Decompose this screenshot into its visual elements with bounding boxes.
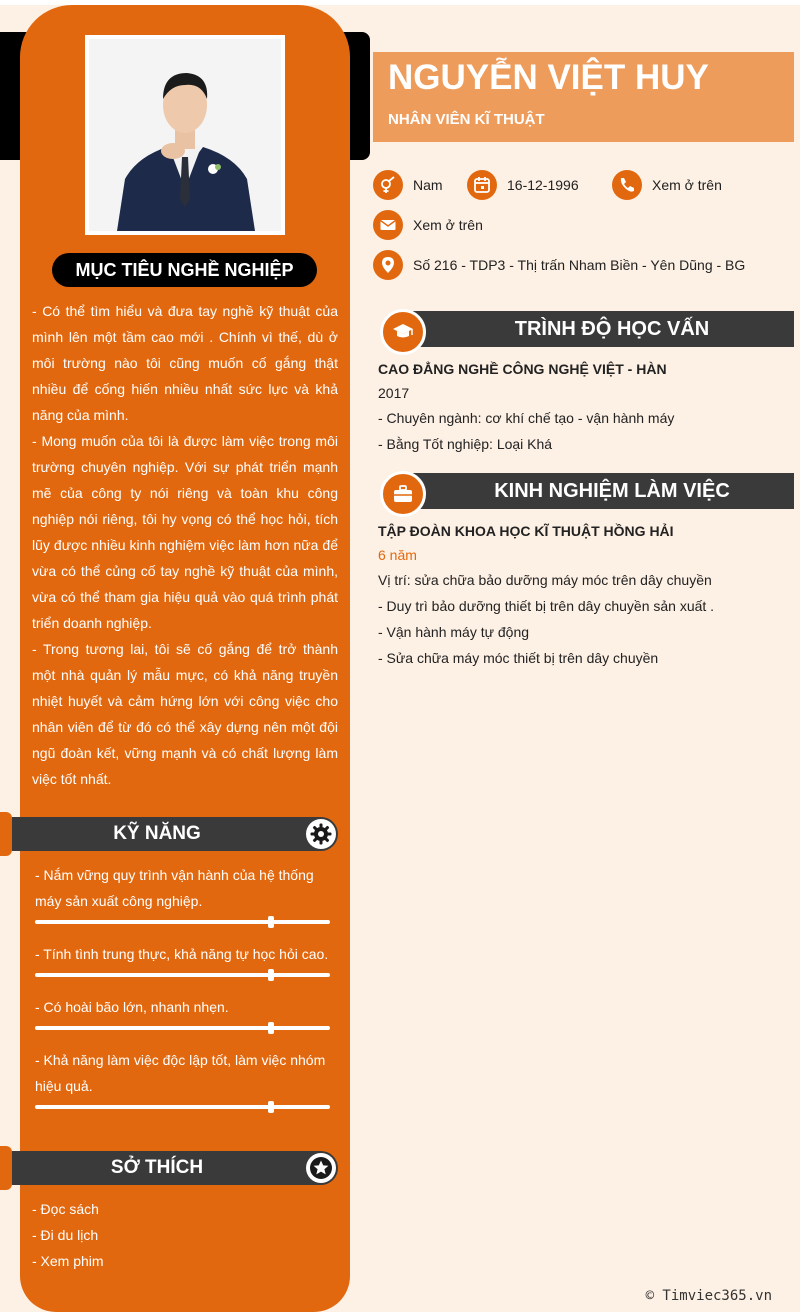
hobbies-header — [12, 1151, 338, 1185]
skill-level-knob — [268, 1022, 274, 1034]
education-detail: - Bằng Tốt nghiệp: Loại Khá — [378, 436, 553, 452]
skill-level-knob — [268, 1101, 274, 1113]
skill-level-bar — [35, 920, 330, 924]
experience-detail: - Duy trì bảo dưỡng thiết bị trên dây chuyền sản xuất . — [378, 598, 715, 614]
job-title: NHÂN VIÊN KĨ THUẬT — [388, 111, 545, 128]
objective-text — [32, 298, 338, 792]
hobby-item: - Đọc sách — [32, 1201, 99, 1217]
profile-photo — [89, 39, 281, 231]
experience-company: TẬP ĐOÀN KHOA HỌC KĨ THUẬT HỒNG HẢI — [378, 523, 674, 539]
email-icon — [373, 210, 403, 240]
address-value: Số 216 - TDP3 - Thị trấn Nham Biền - Yên Dũng - BG — [413, 257, 746, 273]
hobby-item: - Đi du lịch — [32, 1227, 99, 1243]
experience-detail: - Vận hành máy tự động — [378, 624, 530, 640]
graduation-cap-icon — [380, 309, 426, 355]
experience-duration: 6 năm — [378, 547, 417, 563]
skill-text: - Khả năng làm việc độc lập tốt, làm việc nhóm hiệu quả. — [35, 1052, 326, 1094]
birthdate-value: 16-12-1996 — [507, 177, 579, 193]
full-name: NGUYỄN VIỆT HUY — [388, 58, 709, 97]
skills-title: KỸ NĂNG — [113, 823, 201, 844]
gender-icon — [373, 170, 403, 200]
experience-title: KINH NGHIỆM LÀM VIỆC — [494, 480, 730, 502]
skill-text: - Tính tình trung thực, khả năng tự học hỏi cao. — [35, 946, 329, 962]
gender-value: Nam — [413, 177, 443, 193]
education-year: 2017 — [378, 385, 410, 401]
skill-level-bar — [35, 1105, 330, 1109]
email-value: Xem ở trên — [413, 217, 483, 233]
experience-detail: Vị trí: sửa chữa bảo dưỡng máy móc trên dây chuyền — [378, 572, 712, 588]
skill-level-bar — [35, 1026, 330, 1030]
briefcase-icon — [380, 471, 426, 517]
skill-level-knob — [268, 969, 274, 981]
watermark: © Timviec365.vn — [645, 1288, 772, 1304]
objective-paragraph: - Có thể tìm hiểu và đưa tay nghề kỹ thuật của mình lên một tầm cao mới . Chính vì thế, dù ở môi trường nào tôi cũng muốn cố gắng thật nhiều để cống hiến nhiều nhất sức lực và khả năng của mình. — [32, 303, 338, 423]
skills-tab — [0, 812, 12, 856]
phone-value: Xem ở trên — [652, 177, 722, 193]
education-school: CAO ĐẲNG NGHỀ CÔNG NGHỆ VIỆT - HÀN — [378, 361, 667, 377]
education-title: TRÌNH ĐỘ HỌC VẤN — [514, 318, 710, 340]
avatar — [85, 35, 285, 235]
skills-header — [12, 817, 338, 851]
education-detail: - Chuyên ngành: cơ khí chế tạo - vận hành máy — [378, 410, 675, 426]
education-header — [400, 311, 794, 347]
skill-level-bar — [35, 973, 330, 977]
gear-icon — [306, 819, 336, 849]
skill-text: - Nắm vững quy trình vận hành của hệ thống máy sản xuất công nghiệp. — [35, 867, 314, 909]
phone-icon — [612, 170, 642, 200]
objective-paragraph: - Mong muốn của tôi là được làm việc trong môi trường chuyên nghiệp. Với sự phát triển mạnh mẽ của công ty nói riêng và toàn khu công nghiệp nói riêng, tôi hy vọng có thể học hỏi, tích lũy được nhiều kinh nghiệm việc làm hơn nữa để vừa có thể củng cố tay nghề kỹ thuật của mình, vừa có thể tham gia hiệu quả vào quá trình phát triển doanh nghiệp. — [32, 433, 338, 631]
hobby-item: - Xem phim — [32, 1253, 104, 1269]
objective-paragraph: - Trong tương lai, tôi sẽ cố gắng để trở thành một nhà quản lý mẫu mực, có khả năng truyền nhiệt huyết và cảm hứng lớn với công việc cho nhân viên để từ đó có thể xây dựng nên một đội ngũ đoàn kết, vững mạnh và có chất lượng làm việc tốt nhất. — [32, 641, 338, 787]
experience-header — [400, 473, 794, 509]
hobbies-title: SỞ THÍCH — [110, 1157, 204, 1178]
calendar-icon — [467, 170, 497, 200]
star-icon — [306, 1153, 336, 1183]
hobbies-tab — [0, 1146, 12, 1190]
experience-detail: - Sửa chữa máy móc thiết bị trên dây chuyền — [378, 650, 659, 666]
objective-title: MỤC TIÊU NGHỀ NGHIỆP — [52, 253, 317, 287]
location-icon — [373, 250, 403, 280]
skill-level-knob — [268, 916, 274, 928]
skill-text: - Có hoài bão lớn, nhanh nhẹn. — [35, 999, 229, 1015]
